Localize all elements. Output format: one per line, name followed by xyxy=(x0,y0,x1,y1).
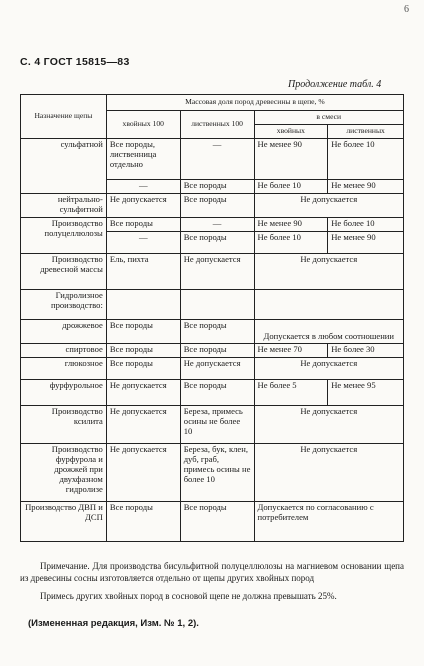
header-mixed: в смеси xyxy=(254,111,403,125)
row-name: нейтрально-сульфитной xyxy=(21,194,107,218)
cell: Все породы xyxy=(106,502,180,542)
table-row xyxy=(21,254,404,290)
cell: Все породы xyxy=(180,180,254,194)
row-name: Производство фурфурола и дрожжей при двухфазном гидролизе xyxy=(21,444,107,502)
cell xyxy=(180,290,254,320)
cell: Все породы xyxy=(180,194,254,218)
cell: Не более 10 xyxy=(254,232,328,254)
cell: Не допускается xyxy=(106,194,180,218)
page-corner-mark: 6 xyxy=(404,4,409,15)
cell: Не более 30 xyxy=(328,344,404,358)
row-name: сульфатной xyxy=(21,139,107,194)
cell: Не допускается xyxy=(106,444,180,502)
cell: Не допускается xyxy=(180,254,254,290)
header-mixed-conifer: хвойных xyxy=(254,125,328,139)
cell: Береза, примесь осины не более 10 xyxy=(180,406,254,444)
cell xyxy=(106,290,180,320)
cell: Не допускается xyxy=(254,406,403,444)
wood-chip-table xyxy=(20,94,404,542)
table-row xyxy=(21,444,404,502)
cell: Все породы xyxy=(106,320,180,344)
cell: Не менее 90 xyxy=(254,139,328,180)
header-deciduous-100: лиственных 100 xyxy=(180,111,254,139)
cell: Не менее 90 xyxy=(254,218,328,232)
table-row xyxy=(21,358,404,380)
cell: — xyxy=(180,218,254,232)
row-name: глюкозное xyxy=(21,358,107,380)
row-name: фурфурольное xyxy=(21,380,107,406)
table-row xyxy=(21,194,404,218)
cell: — xyxy=(106,232,180,254)
cell: Все породы xyxy=(180,380,254,406)
cell: Все породы, лиственница отдельно xyxy=(106,139,180,180)
cell: Не менее 70 xyxy=(254,344,328,358)
cell: Все породы xyxy=(180,344,254,358)
row-name: Производство полуцеллюлозы xyxy=(21,218,107,254)
cell: — xyxy=(180,139,254,180)
cell: Все породы xyxy=(106,358,180,380)
cell: Допускается в любом соотношении xyxy=(254,320,403,344)
cell: Не допускается xyxy=(254,254,403,290)
cell: Не допускается xyxy=(106,380,180,406)
cell: Все породы xyxy=(106,218,180,232)
row-name: Производство древесной массы xyxy=(21,254,107,290)
row-name: дрожжевое xyxy=(21,320,107,344)
header-purpose: Назначение щепы xyxy=(21,95,107,139)
table-row xyxy=(21,218,404,232)
cell: Не более 10 xyxy=(328,218,404,232)
cell: Не менее 90 xyxy=(328,180,404,194)
table-continuation-label: Продолжение табл. 4 xyxy=(288,79,382,90)
cell: Все породы xyxy=(106,344,180,358)
header-conifer-100: хвойных 100 xyxy=(106,111,180,139)
cell: Не менее 90 xyxy=(328,232,404,254)
table-row xyxy=(21,380,404,406)
cell: Не допускается xyxy=(180,358,254,380)
header-mass-share: Массовая доля пород древесины в щепе, % xyxy=(106,95,403,111)
cell: Ель, пихта xyxy=(106,254,180,290)
table-note: Примечание. Для производства бисульфитной полуцеллюлозы на магниевом основании щепа из древесины сосны изготовляется отдельно от щепы других хвойных пород xyxy=(20,561,404,583)
table-row xyxy=(21,320,404,344)
cell: Не более 10 xyxy=(254,180,328,194)
cell: Все породы xyxy=(180,320,254,344)
cell: Не более 5 xyxy=(254,380,328,406)
table-row xyxy=(21,139,404,180)
cell: Допускается по согласованию с потребителем xyxy=(254,502,403,542)
amendment-note: (Измененная редакция, Изм. № 1, 2). xyxy=(28,618,199,629)
cell: — xyxy=(106,180,180,194)
table-row xyxy=(21,344,404,358)
table-row xyxy=(21,290,404,320)
header-mixed-deciduous: лиственных xyxy=(328,125,404,139)
row-name: Производство ксилита xyxy=(21,406,107,444)
row-name: Гидролизное производство: xyxy=(21,290,107,320)
row-name: спиртовое xyxy=(21,344,107,358)
cell: Не допускается xyxy=(106,406,180,444)
cell xyxy=(254,290,403,320)
cell: Не допускается xyxy=(254,444,403,502)
cell: Не допускается xyxy=(254,194,403,218)
row-name: Производство ДВП и ДСП xyxy=(21,502,107,542)
table-row xyxy=(21,406,404,444)
cell: Все породы xyxy=(180,502,254,542)
cell: Все породы xyxy=(180,232,254,254)
table-note-2: Примесь других хвойных пород в сосновой щепе не должна превышать 25%. xyxy=(40,591,337,601)
cell: Не более 10 xyxy=(328,139,404,180)
cell: Не допускается xyxy=(254,358,403,380)
page-header: С. 4 ГОСТ 15815—83 xyxy=(20,56,130,68)
cell: Береза, бук, клен, дуб, граб, примесь осины не более 10 xyxy=(180,444,254,502)
cell: Не менее 95 xyxy=(328,380,404,406)
table-row xyxy=(21,502,404,542)
